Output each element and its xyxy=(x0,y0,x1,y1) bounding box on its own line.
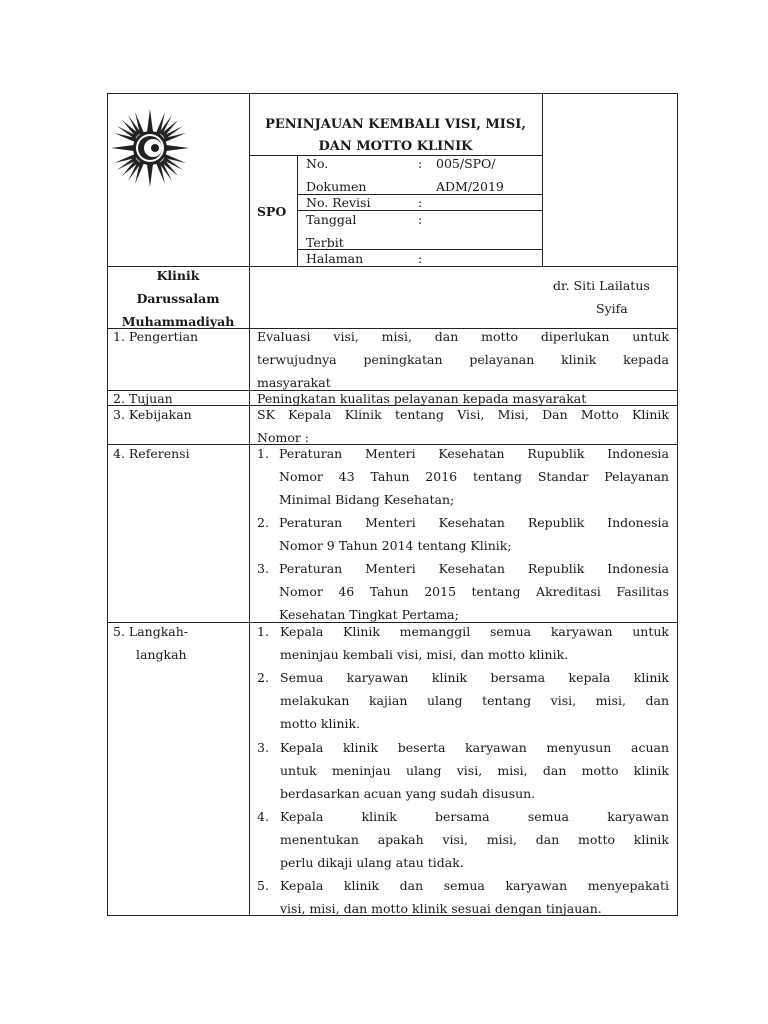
langkah-3-line1: Kepala klinik beserta karyawan menyusun acuan xyxy=(280,740,669,755)
langkah-5-line1: Kepala klinik dan semua karyawan menyepakati xyxy=(280,878,669,893)
no-revisi-colon: : xyxy=(418,195,423,210)
referensi-1-number: 1. xyxy=(257,446,269,461)
table-border-right xyxy=(677,93,678,916)
langkah-5-number: 5. xyxy=(257,878,269,893)
halaman-colon: : xyxy=(418,251,423,266)
kebijakan-text-line1: SK Kepala Klinik tentang Visi, Misi, Dan Motto Klinik xyxy=(257,407,669,422)
signatory-name-line1: dr. Siti Lailatus xyxy=(553,278,650,293)
pengertian-text-line2: terwujudnya peningkatan pelayanan klinik kepada xyxy=(257,352,669,367)
document-title-line2: DAN MOTTO KLINIK xyxy=(318,139,473,154)
referensi-3-number: 3. xyxy=(257,561,269,576)
document-title-line1: PENINJAUAN KEMBALI VISI, MISI, xyxy=(265,117,526,132)
pengertian-label: 1. Pengertian xyxy=(113,329,199,344)
kebijakan-text-line2: Nomor : xyxy=(257,430,310,445)
muhammadiyah-logo-icon xyxy=(110,108,190,188)
langkah-2-line3: motto klinik. xyxy=(280,716,361,731)
langkah-4-line1: Kepala klinik bersama semua karyawan xyxy=(280,809,669,824)
langkah-5-line2: visi, misi, dan motto klinik sesuai dengan tinjauan. xyxy=(280,901,602,916)
langkah-4-line3: perlu dikaji ulang atau tidak. xyxy=(280,855,464,870)
referensi-1-line1: Peraturan Menteri Kesehatan Rupublik Indonesia xyxy=(279,446,669,461)
tanggal-terbit-colon: : xyxy=(418,212,423,227)
langkah-2-number: 2. xyxy=(257,670,269,685)
no-dokumen-value: 005/SPO/ xyxy=(436,156,496,171)
langkah-3-line2: untuk meninjau ulang visi, misi, dan motto klinik xyxy=(280,763,669,778)
clinic-name-line1: Klinik xyxy=(156,268,200,283)
tujuan-text: Peningkatan kualitas pelayanan kepada masyarakat xyxy=(257,391,587,406)
tanggal-terbit-label-2: Terbit xyxy=(306,235,344,250)
langkah-label-line2: langkah xyxy=(136,647,187,662)
langkah-label-line1: 5. Langkah- xyxy=(113,624,189,639)
referensi-1-line2: Nomor 43 Tahun 2016 tentang Standar Pelayanan xyxy=(279,469,669,484)
referensi-3-line3: Kesehatan Tingkat Pertama; xyxy=(279,607,459,622)
no-dokumen-colon: : xyxy=(418,156,423,171)
pengertian-text-line3: masyarakat xyxy=(257,375,331,390)
no-dokumen-label: No. xyxy=(306,156,329,171)
halaman-label: Halaman xyxy=(306,251,364,266)
referensi-2-number: 2. xyxy=(257,515,269,530)
langkah-3-line3: berdasarkan acuan yang sudah disusun. xyxy=(280,786,536,801)
referensi-2-line1: Peraturan Menteri Kesehatan Republik Indonesia xyxy=(279,515,669,530)
divider-header-right xyxy=(542,93,543,266)
signatory-name-line2: Syifa xyxy=(596,301,628,316)
kebijakan-label: 3. Kebijakan xyxy=(113,407,192,422)
pengertian-text-line1: Evaluasi visi, misi, dan motto diperlukan untuk xyxy=(257,329,669,344)
langkah-1-number: 1. xyxy=(257,624,269,639)
spo-label: SPO xyxy=(257,204,287,219)
tanggal-terbit-label: Tanggal xyxy=(306,212,357,227)
no-dokumen-label-2: Dokumen xyxy=(306,179,367,194)
langkah-2-line1: Semua karyawan klinik bersama kepala klinik xyxy=(280,670,669,685)
langkah-4-number: 4. xyxy=(257,809,269,824)
table-border-top xyxy=(107,93,678,94)
referensi-2-line2: Nomor 9 Tahun 2014 tentang Klinik; xyxy=(279,538,512,553)
langkah-3-number: 3. xyxy=(257,740,269,755)
referensi-3-line1: Peraturan Menteri Kesehatan Republik Indonesia xyxy=(279,561,669,576)
clinic-name-line2: Darussalam xyxy=(136,291,220,306)
no-revisi-label: No. Revisi xyxy=(306,195,371,210)
clinic-name-line3: Muhammadiyah xyxy=(121,314,235,329)
referensi-1-line3: Minimal Bidang Kesehatan; xyxy=(279,492,455,507)
langkah-1-line2: meninjau kembali visi, misi, dan motto klinik. xyxy=(280,647,569,662)
divider-label-column xyxy=(249,328,250,916)
no-dokumen-value-2: ADM/2019 xyxy=(436,179,504,194)
table-border-left xyxy=(107,93,108,916)
langkah-1-line1: Kepala Klinik memanggil semua karyawan untuk xyxy=(280,624,669,639)
langkah-4-line2: menentukan apakah visi, misi, dan motto klinik xyxy=(280,832,669,847)
tujuan-label: 2. Tujuan xyxy=(113,391,173,406)
referensi-3-line2: Nomor 46 Tahun 2015 tentang Akreditasi Fasilitas xyxy=(279,584,669,599)
langkah-2-line2: melakukan kajian ulang tentang visi, misi, dan xyxy=(280,693,669,708)
referensi-label: 4. Referensi xyxy=(113,446,190,461)
